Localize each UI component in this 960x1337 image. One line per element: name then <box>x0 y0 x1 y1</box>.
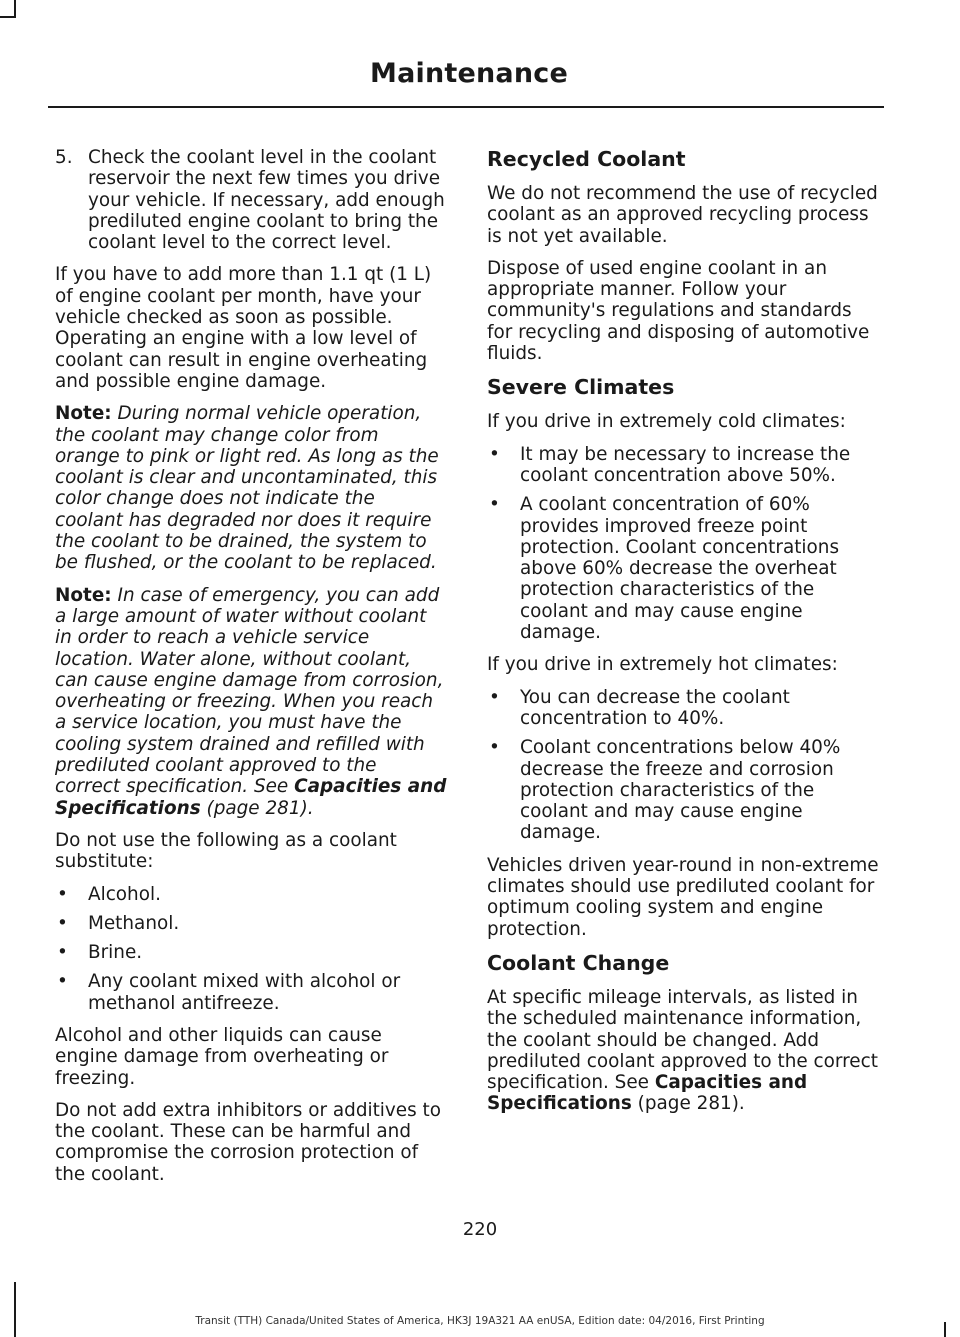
capacities-link[interactable]: Capacities and Specifications <box>487 1072 808 1115</box>
bullet-icon: • <box>489 494 500 516</box>
list-item-text: Alcohol. <box>88 883 161 905</box>
heading-coolant-change: Coolant Change <box>487 950 670 975</box>
paragraph-cold-intro: If you drive in extremely cold climates: <box>487 411 846 433</box>
page-number: 220 <box>462 1219 498 1240</box>
list-item-text: A coolant concentration of 60% provides improved freeze point protection. Coolant concentrations above 60% decrease the overheat protection characteristics of the coolant and may cause engine damage. <box>520 494 840 644</box>
list-item-text: It may be necessary to increase the coolant concentration above 50%. <box>520 443 851 486</box>
paragraph-alcohol: Alcohol and other liquids can cause engine damage from overheating or freezing. <box>55 1024 389 1089</box>
heading-severe-climates: Severe Climates <box>487 375 675 400</box>
list-item <box>487 444 879 487</box>
note-color-change <box>55 403 447 573</box>
list-item <box>55 942 447 963</box>
heading-recycled-coolant: Recycled Coolant <box>487 147 686 171</box>
paragraph-recycled-2: Dispose of used engine coolant in an appropriate manner. Follow your community's regulations and standards for recycling and disposing of automotive fluids. <box>487 257 870 365</box>
bullet-icon: • <box>57 883 68 905</box>
note-label: Note: <box>55 403 112 425</box>
paragraph-year-round: Vehicles driven year-round in non-extreme climates should use prediluted coolant for optimum cooling system and engine protection. <box>487 854 879 940</box>
list-item-text: Brine. <box>88 942 143 964</box>
list-item <box>487 494 879 643</box>
page-reference: (page 281). <box>637 1093 745 1115</box>
right-column <box>487 147 879 1126</box>
paragraph-add-coolant: If you have to add more than 1.1 qt (1 L) of engine coolant per month, have your vehicle checked as soon as possible. Operating an engine with a low level of coolant can result in engine overheating and possible engine damage. <box>55 264 432 392</box>
header-divider <box>48 106 884 108</box>
note-text: During normal vehicle operation, the coolant may change color from orange to pink or light red. As long as the coolant is clear and uncontaminated, this color change does not indicate the coolant has degraded nor does it require the coolant to be drained, the system to be flushed, or the coolant to be replaced. <box>55 403 439 574</box>
note-text: In case of emergency, you can add a large amount of water without coolant in order to reach a vehicle service location. Water alone, without coolant, can cause engine damage from corrosion, overheating or freezing. When you reach a service location, you must have the cooling system drained and refilled with prediluted coolant approved to the correct specification. See <box>55 584 444 798</box>
paragraph-substitute: Do not use the following as a coolant substitute: <box>55 829 397 873</box>
step-text: Check the coolant level in the coolant reservoir the next few times you drive your vehicle. If necessary, add enough prediluted engine coolant to bring the coolant level to the correct level. <box>88 147 445 254</box>
list-item-text: You can decrease the coolant concentration to 40%. <box>520 686 790 729</box>
left-column <box>55 147 447 1196</box>
bullet-icon: • <box>57 912 68 934</box>
list-item-text: Coolant concentrations below 40% decrease the freeze and corrosion protection characteristics of the coolant and may cause engine damage. <box>520 737 841 844</box>
paragraph-coolant-change <box>487 987 879 1115</box>
change-text: At specific mileage intervals, as listed in the scheduled maintenance information, the coolant should be changed. Add prediluted coolant approved to the correct specification. See <box>487 986 878 1094</box>
page-title: Maintenance <box>370 58 568 89</box>
list-item <box>487 687 879 730</box>
note-emergency <box>55 585 447 819</box>
list-item <box>55 971 447 1014</box>
paragraph-recycled-1: We do not recommend the use of recycled coolant as an approved recycling process is not yet available. <box>487 183 878 247</box>
bullet-icon: • <box>57 971 68 993</box>
bullet-icon: • <box>57 942 68 964</box>
crop-mark-bottom-left <box>14 1282 16 1337</box>
page-reference: (page 281). <box>206 797 314 819</box>
note-label: Note: <box>55 584 112 606</box>
paragraph-hot-intro: If you drive in extremely hot climates: <box>487 654 838 676</box>
crop-mark-top-left-h <box>0 16 16 18</box>
step-5 <box>55 147 447 253</box>
bullet-icon: • <box>489 686 500 708</box>
list-item <box>55 884 447 905</box>
step-number: 5. <box>55 147 73 168</box>
list-item-text: Methanol. <box>88 912 180 934</box>
edition-footer: Transit (TTH) Canada/United States of America, HK3J 19A321 AA enUSA, Edition date: 04/2016, First Printing <box>195 1315 765 1327</box>
list-item <box>487 737 879 843</box>
bullet-icon: • <box>489 443 500 465</box>
bullet-icon: • <box>489 737 500 759</box>
capacities-link[interactable]: Capacities and Specifications <box>55 776 447 819</box>
list-item-text: Any coolant mixed with alcohol or methanol antifreeze. <box>88 971 401 1014</box>
list-item <box>55 913 447 934</box>
paragraph-inhibitors: Do not add extra inhibitors or additives to the coolant. These can be harmful and compromise the corrosion protection of the coolant. <box>55 1099 442 1185</box>
